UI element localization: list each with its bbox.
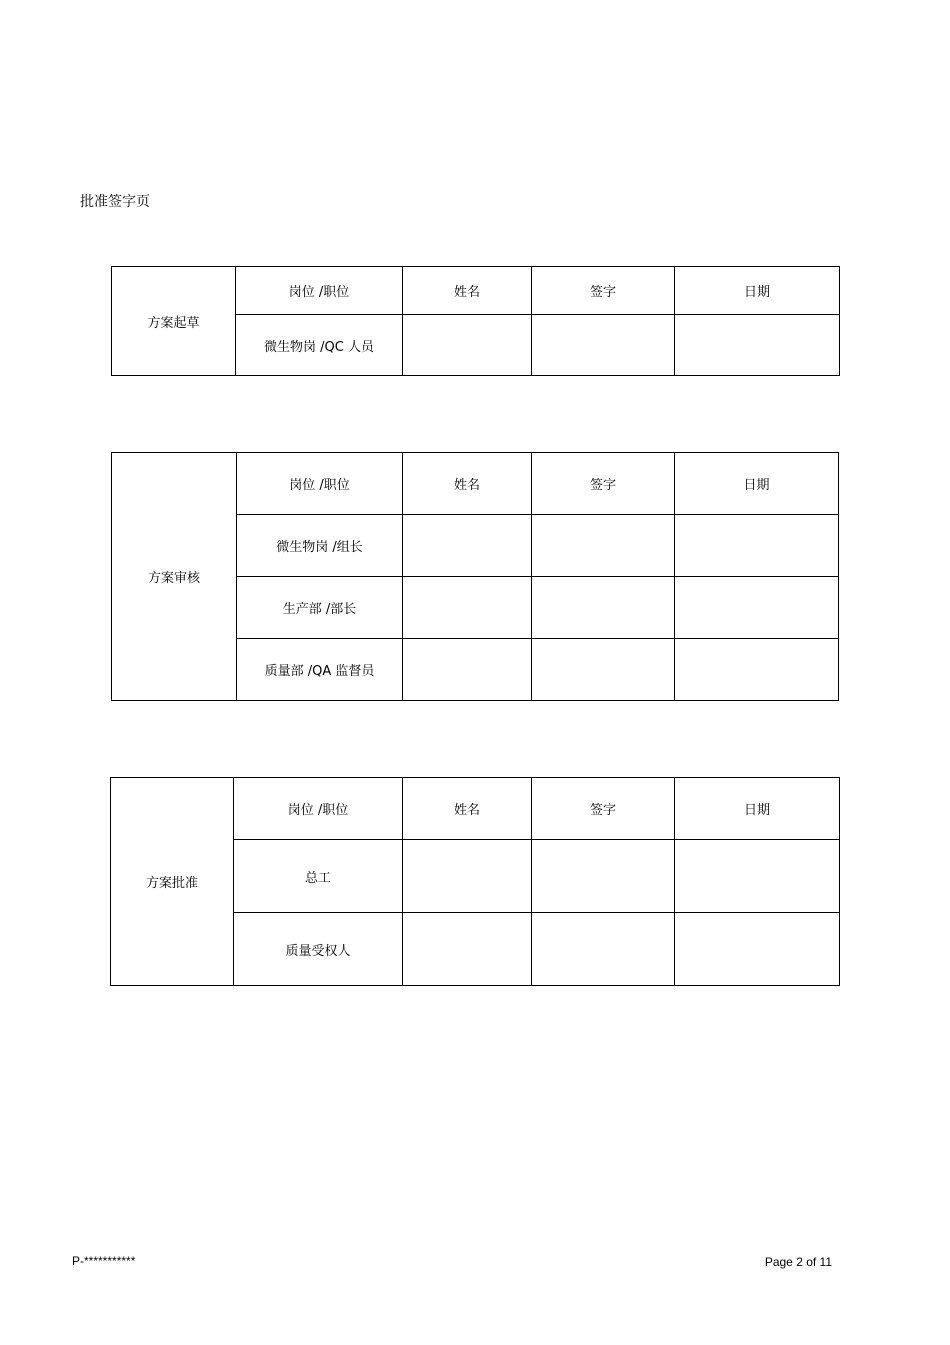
column-header-signature: 签字 — [532, 453, 675, 515]
signature-cell[interactable] — [532, 577, 675, 639]
column-header-signature: 签字 — [532, 778, 675, 840]
column-header-position: 岗位 /职位 — [236, 267, 403, 315]
column-header-date: 日期 — [675, 267, 840, 315]
role-cell: 生产部 /部长 — [237, 577, 403, 639]
date-cell[interactable] — [675, 840, 840, 913]
column-header-signature: 签字 — [532, 267, 675, 315]
role-cell: 微生物岗 /QC 人员 — [236, 315, 403, 376]
column-header-name: 姓名 — [403, 453, 532, 515]
draft-signature-table — [111, 266, 840, 376]
document-code: P-*********** — [72, 1254, 136, 1268]
column-header-name: 姓名 — [403, 778, 532, 840]
section-label-draft: 方案起草 — [112, 267, 236, 376]
name-cell[interactable] — [403, 840, 532, 913]
section-label-approve: 方案批准 — [111, 778, 234, 986]
name-cell[interactable] — [403, 639, 532, 701]
column-header-position: 岗位 /职位 — [237, 453, 403, 515]
name-cell[interactable] — [403, 315, 532, 376]
signature-cell[interactable] — [532, 840, 675, 913]
column-header-position: 岗位 /职位 — [234, 778, 403, 840]
signature-cell[interactable] — [532, 913, 675, 986]
date-cell[interactable] — [675, 639, 839, 701]
name-cell[interactable] — [403, 515, 532, 577]
review-signature-table — [111, 452, 839, 701]
column-header-name: 姓名 — [403, 267, 532, 315]
section-label-review: 方案审核 — [112, 453, 237, 701]
column-header-date: 日期 — [675, 778, 840, 840]
name-cell[interactable] — [403, 913, 532, 986]
signature-cell[interactable] — [532, 639, 675, 701]
date-cell[interactable] — [675, 913, 840, 986]
page-title: 批准签字页 — [80, 194, 150, 210]
name-cell[interactable] — [403, 577, 532, 639]
column-header-date: 日期 — [675, 453, 839, 515]
signature-cell[interactable] — [532, 515, 675, 577]
date-cell[interactable] — [675, 577, 839, 639]
date-cell[interactable] — [675, 315, 840, 376]
date-cell[interactable] — [675, 515, 839, 577]
role-cell: 总工 — [234, 840, 403, 913]
approve-signature-table — [110, 777, 840, 986]
role-cell: 质量部 /QA 监督员 — [237, 639, 403, 701]
page-number: Page 2 of 11 — [764, 1255, 832, 1269]
role-cell: 质量受权人 — [234, 913, 403, 986]
role-cell: 微生物岗 /组长 — [237, 515, 403, 577]
signature-cell[interactable] — [532, 315, 675, 376]
